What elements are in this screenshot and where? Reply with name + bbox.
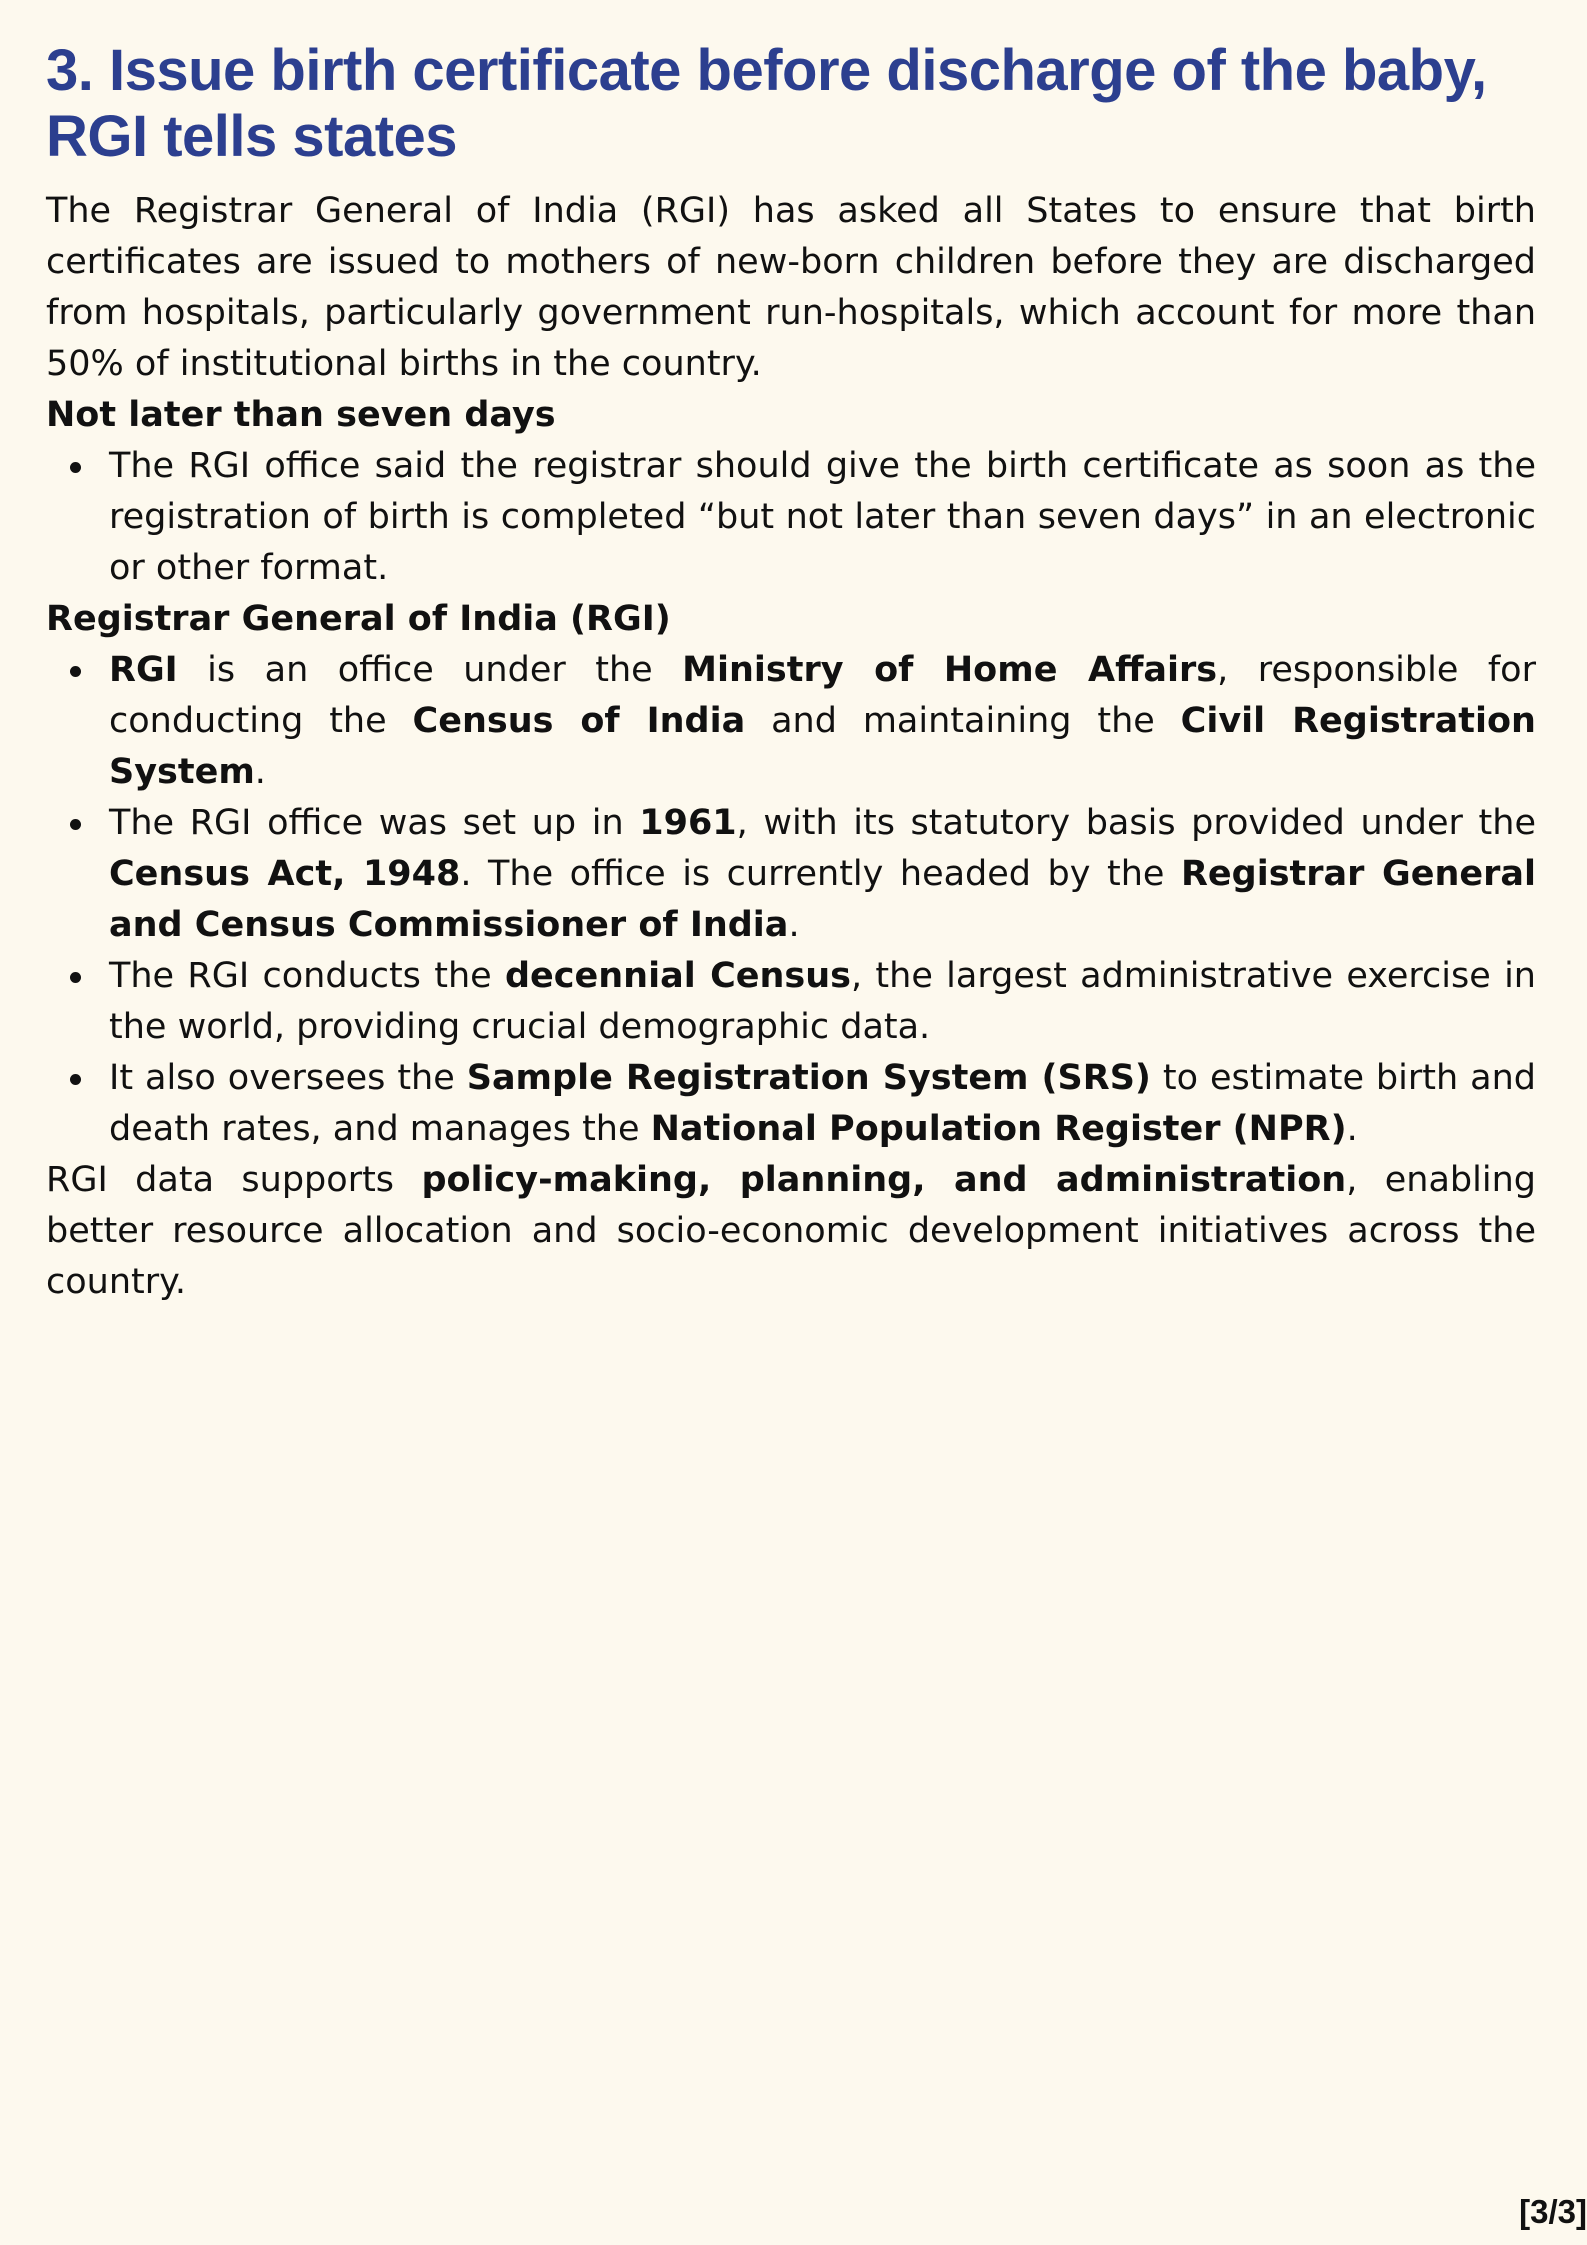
text-span: . bbox=[788, 905, 800, 945]
text-span: The RGI office was set up in bbox=[109, 803, 640, 843]
text-span: . The office is currently headed by the bbox=[460, 854, 1181, 894]
text-span: . bbox=[1346, 1109, 1358, 1149]
bullet-list-rgi bbox=[46, 645, 1536, 1155]
section-heading-seven-days: Not later than seven days bbox=[46, 395, 556, 435]
bullet-icon bbox=[70, 819, 81, 830]
closing-paragraph bbox=[46, 1155, 1536, 1308]
intro-paragraph: The Registrar General of India (RGI) has asked all States to ensure that birth certificates are issued to mothers of new-born children before they are discharged from hospitals, particularly government run-hospitals, which account for more than 50% of institutional births in the country. bbox=[46, 191, 1536, 384]
text-span: RGI data supports bbox=[46, 1160, 422, 1200]
page-number: [3/3] bbox=[1519, 2193, 1587, 2230]
article bbox=[46, 38, 1536, 1308]
bullet-icon bbox=[70, 462, 81, 473]
text-span: The RGI conducts the bbox=[109, 956, 505, 996]
bold-text: Registrar General and Census Commissioner of India bbox=[109, 854, 1536, 945]
text-span: and maintaining the bbox=[745, 701, 1181, 741]
text-span: . bbox=[254, 752, 266, 792]
article-headline: 3. Issue birth certificate before discharge of the baby, RGI tells states bbox=[46, 38, 1487, 169]
bullet-icon bbox=[70, 1074, 81, 1085]
list-item bbox=[46, 798, 1536, 951]
text-span: is an office under the bbox=[177, 650, 683, 690]
list-item-text: The RGI office said the registrar should give the birth certificate as soon as the registration of birth is completed “but not later than seven days” in an electronic or other format. bbox=[109, 446, 1536, 588]
bold-text: Civil Registration System bbox=[109, 701, 1536, 792]
bold-text: 1961 bbox=[639, 803, 737, 843]
bold-text: Census Act, 1948 bbox=[109, 854, 461, 894]
bold-text: National Population Register (NPR) bbox=[650, 1109, 1347, 1149]
text-span: to estimate birth and death rates, and manages the bbox=[109, 1058, 1536, 1149]
list-item bbox=[46, 441, 1536, 594]
text-span: , enabling better resource allocation and socio-economic development initiatives across the country. bbox=[46, 1160, 1537, 1302]
bold-text: Census of India bbox=[412, 701, 746, 741]
list-item bbox=[46, 951, 1536, 1053]
bold-text: policy-making, planning, and administration bbox=[421, 1160, 1347, 1200]
bullet-icon bbox=[70, 666, 81, 677]
bold-text: Sample Registration System (SRS) bbox=[466, 1058, 1151, 1098]
bold-text: RGI bbox=[109, 650, 178, 690]
text-span: , the largest administrative exercise in the world, providing crucial demographic data. bbox=[109, 956, 1536, 1047]
bullet-icon bbox=[70, 972, 81, 983]
list-item bbox=[46, 1053, 1536, 1155]
bold-text: Ministry of Home Affairs bbox=[682, 650, 1218, 690]
bullet-list-seven-days bbox=[46, 441, 1536, 594]
section-heading-rgi: Registrar General of India (RGI) bbox=[46, 599, 671, 639]
text-span: , responsible for conducting the bbox=[109, 650, 1536, 741]
text-span: It also oversees the bbox=[109, 1058, 467, 1098]
list-item bbox=[46, 645, 1536, 798]
text-span: , with its statutory basis provided under the bbox=[736, 803, 1536, 843]
bold-text: decennial Census bbox=[504, 956, 851, 996]
